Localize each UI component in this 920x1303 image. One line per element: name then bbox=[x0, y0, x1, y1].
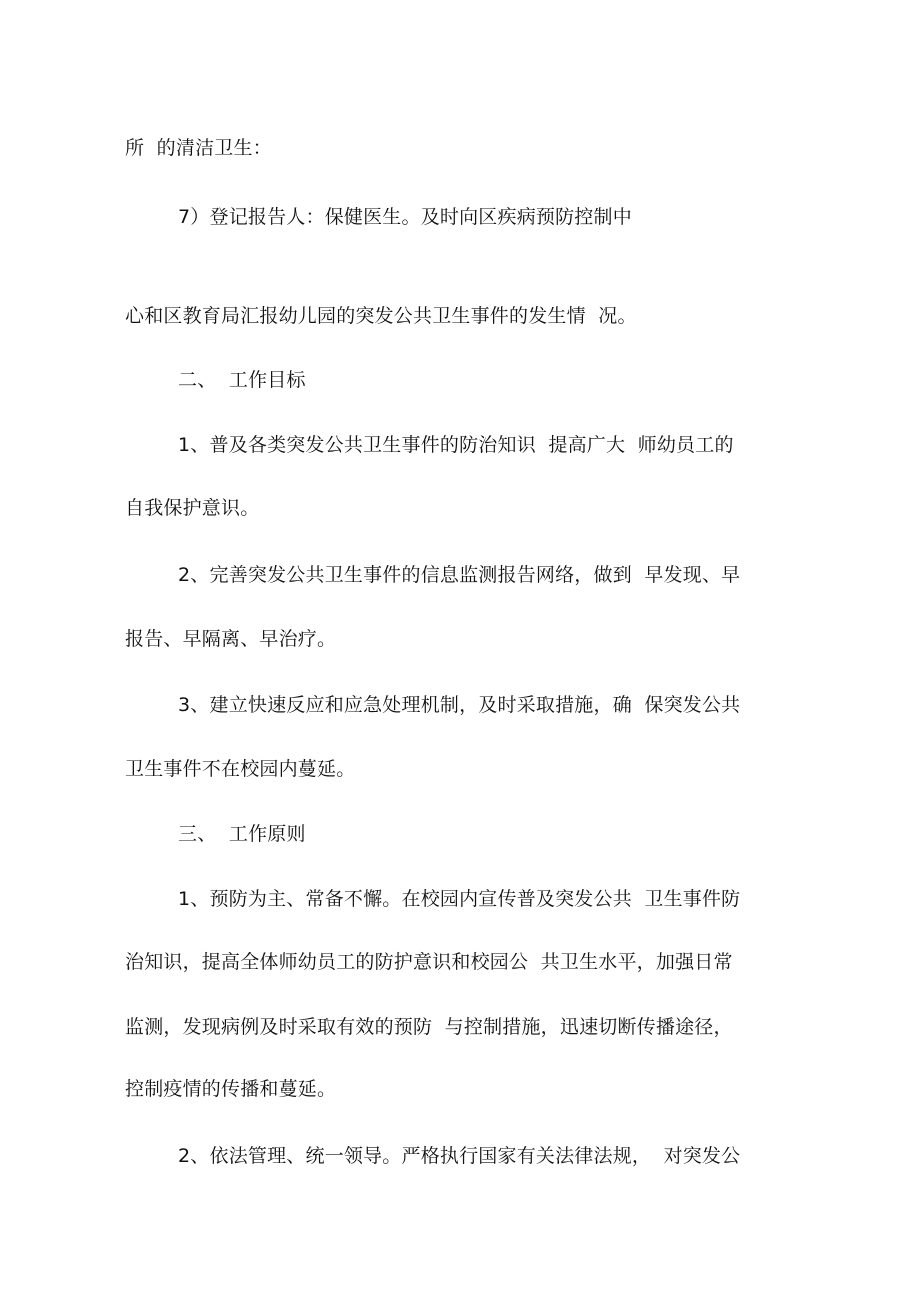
text-line: 2、依法管理、统一领导。严格执行国家有关法律法规， 对突发公 bbox=[178, 1145, 741, 1167]
text-line: 卫生事件不在校园内蔓延。 bbox=[125, 758, 356, 780]
text-line: 1、预防为主、常备不懈。在校园内宣传普及突发公共 卫生事件防 bbox=[178, 888, 741, 910]
text-line: 监测，发现病例及时采取有效的预防 与控制措施，迅速切断传播途径， bbox=[125, 1016, 733, 1038]
text-line: 治知识，提高全体师幼员工的防护意识和校园公 共卫生水平，加强日常 bbox=[125, 951, 733, 973]
text-line: 1、普及各类突发公共卫生事件的防治知识 提高广大 师幼员工的 bbox=[178, 434, 734, 456]
section-heading: 二、 工作目标 bbox=[178, 369, 306, 391]
text-line: 所 的清洁卫生： bbox=[125, 137, 272, 159]
text-line: 报告、早隔离、早治疗。 bbox=[125, 628, 337, 650]
text-line: 心和区教育局汇报幼儿园的突发公共卫生事件的发生情 况。 bbox=[125, 305, 637, 327]
text-line: 7）登记报告人：保健医生。及时向区疾病预防控制中 bbox=[178, 206, 632, 228]
text-line: 3、建立快速反应和应急处理机制，及时采取措施，确 保突发公共 bbox=[178, 694, 741, 716]
text-line: 2、完善突发公共卫生事件的信息监测报告网络，做到 早发现、早 bbox=[178, 564, 741, 586]
text-line: 控制疫情的传播和蔓延。 bbox=[125, 1078, 337, 1100]
section-heading: 三、 工作原则 bbox=[178, 823, 306, 845]
text-line: 自我保护意识。 bbox=[125, 497, 260, 519]
